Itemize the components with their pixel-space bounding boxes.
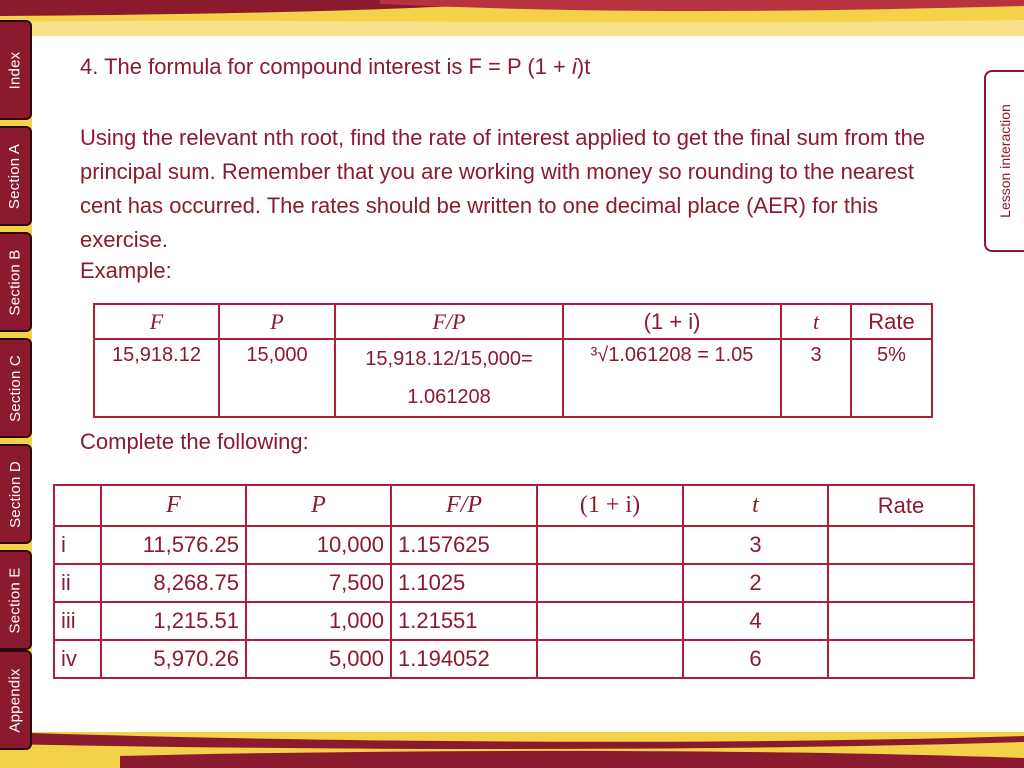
tab-label: Section B [6,248,24,316]
task-table [53,484,975,679]
example-t: 3 [781,339,851,417]
row-label: i [54,526,101,564]
cell-p: 10,000 [246,526,391,564]
cell-f: 8,268.75 [101,564,246,602]
tab-index[interactable] [0,20,32,120]
table-row [54,640,974,678]
example-f: 15,918.12 [94,339,219,417]
task-header-row [54,485,974,526]
title-prefix: 4. The formula for compound interest is F = P (1 + [80,54,572,79]
title-suffix: )t [576,54,591,79]
cell-t: 4 [683,602,828,640]
cell-t: 2 [683,564,828,602]
example-header-row [94,304,932,339]
cell-one-plus-i[interactable] [537,602,683,640]
header-rate: Rate [851,304,932,339]
cell-rate[interactable] [828,640,974,678]
table-row [54,526,974,564]
question-title [80,54,590,80]
cell-p: 1,000 [246,602,391,640]
table-row [54,564,974,602]
header-swoosh [0,0,1024,40]
header-label-blank [54,485,101,526]
example-fp-line1: 15,918.12/15,000= [365,348,533,370]
example-rate: 5% [851,339,932,417]
header-fp: F/P [391,485,537,526]
tab-label: Section E [6,566,24,634]
header-f: F [101,485,246,526]
cell-fp: 1.21551 [391,602,537,640]
cell-f: 1,215.51 [101,602,246,640]
cell-t: 6 [683,640,828,678]
complete-label: Complete the following: [80,429,309,454]
cell-f: 5,970.26 [101,640,246,678]
header-rate: Rate [828,485,974,526]
example-fp [335,339,563,417]
tab-section-a[interactable] [0,126,32,226]
cell-one-plus-i[interactable] [537,564,683,602]
cell-rate[interactable] [828,564,974,602]
example-p: 15,000 [219,339,335,417]
example-table [93,303,933,418]
tab-label: Index [6,51,24,89]
tab-section-d[interactable] [0,444,32,544]
row-label: ii [54,564,101,602]
lesson-interaction-button[interactable] [984,70,1024,252]
cell-p: 5,000 [246,640,391,678]
tab-label: Section A [6,143,24,209]
question-body: Using the relevant nth root, find the rate of interest applied to get the final sum from the principal sum. Remember that you are working with money so rounding to the nearest cent has occurred. The rates should be written to one decimal place (AER) for this exercise. [80,125,926,252]
header-t: t [683,485,828,526]
header-p: P [219,304,335,339]
tab-label: Section D [6,460,24,528]
example-root: ³√1.061208 = 1.05 [563,339,781,417]
header-one-plus-i: (1 + i) [537,485,683,526]
row-label: iii [54,602,101,640]
row-label: iv [54,640,101,678]
title-italic: i [571,54,577,79]
section-nav [0,20,32,752]
cell-t: 3 [683,526,828,564]
header-p: P [246,485,391,526]
lesson-interaction-label: Lesson interaction [997,104,1014,218]
example-row [94,339,932,417]
header-one-plus-i: (1 + i) [563,304,781,339]
cell-one-plus-i[interactable] [537,526,683,564]
header-f: F [94,304,219,339]
tab-section-c[interactable] [0,338,32,438]
example-label: Example: [80,258,172,283]
cell-p: 7,500 [246,564,391,602]
cell-rate[interactable] [828,526,974,564]
tab-section-e[interactable] [0,550,32,650]
tab-label: Section C [6,354,24,422]
cell-fp: 1.194052 [391,640,537,678]
tab-label: Appendix [6,667,24,733]
table-row [54,602,974,640]
footer-swoosh [0,728,1024,768]
cell-one-plus-i[interactable] [537,640,683,678]
tab-section-b[interactable] [0,232,32,332]
cell-fp: 1.1025 [391,564,537,602]
header-fp: F/P [335,304,563,339]
header-t: t [781,304,851,339]
cell-fp: 1.157625 [391,526,537,564]
tab-appendix[interactable] [0,650,32,750]
cell-f: 11,576.25 [101,526,246,564]
example-fp-line2: 1.061208 [407,386,491,408]
cell-rate[interactable] [828,602,974,640]
